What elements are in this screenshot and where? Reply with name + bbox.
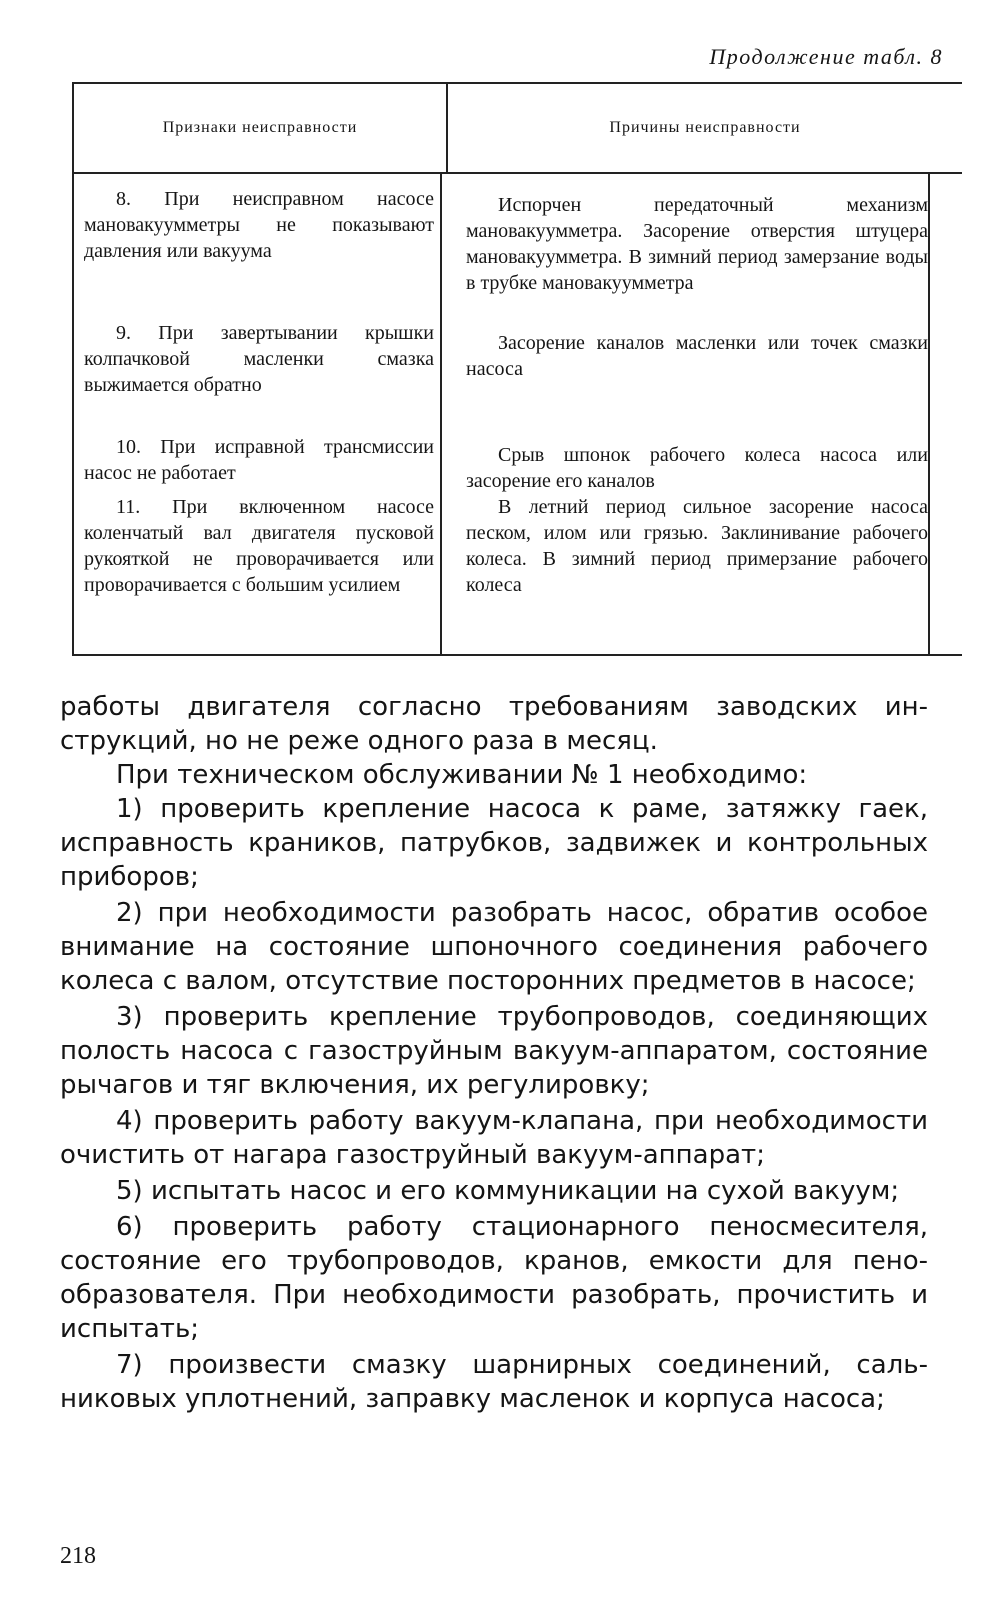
list-item-7: 7) произвести смазку шарнирных соединений, сальниковых уплотнений, заправку масленок и корпуса насоса; — [60, 1350, 928, 1414]
list-item-6: 6) проверить работу стационарного пеносмесителя, состояние его трубопроводов, кранов, емкости для пенообразователя. При необходимости разобрать, прочистить и испытать; — [60, 1212, 928, 1344]
paragraph-intro: При техническом обслуживании № 1 необходимо: — [116, 760, 808, 790]
page-number: 218 — [60, 1543, 96, 1569]
table-cell-sign-10: 10. При исправной трансмиссии насос не работает — [84, 436, 434, 484]
table-body — [74, 174, 962, 654]
table-cell-sign-9: 9. При завертывании крышки колпачковой масленки смазка выжимается обратно — [84, 322, 434, 396]
list-item-2: 2) при необходимости разобрать насос, обратив особое внимание на состояние шпоночного соединения рабочего колеса с валом, отсутствие посторонних предметов в насосе; — [60, 898, 928, 996]
list-item-5: 5) испытать насос и его коммуникации на сухой вакуум; — [116, 1176, 900, 1206]
column-header-causes: Причины неисправности — [609, 119, 801, 136]
table-right-border — [928, 174, 930, 654]
table-continuation-label: Продолжение табл. 8 — [709, 44, 943, 69]
table-header-row — [74, 84, 962, 174]
fault-table — [72, 82, 962, 656]
table-cell-cause-10: Срыв шпонок рабочего колеса насоса или засорение его каналов — [466, 444, 928, 492]
list-item-1: 1) проверить крепление насоса к раме, затяжку гаек, исправность краников, патрубков, задвижек и контрольных приборов; — [60, 794, 928, 892]
maintenance-text — [60, 690, 928, 1416]
column-divider — [440, 174, 442, 654]
list-item-3: 3) проверить крепление трубопроводов, соединяющих полость насоса с газоструйным вакуум-аппаратом, состояние рычагов и тяг включения, их регулировку; — [60, 1002, 928, 1100]
table-cell-sign-8: 8. При неисправном насосе мановакуумметры не показывают давления или вакуума — [84, 188, 434, 262]
table-cell-cause-11: В летний период сильное засорение насоса песком, илом или грязью. Заклинивание рабочего колеса. В зимний период примерзание рабочего колеса — [466, 496, 928, 596]
list-item-4: 4) проверить работу вакуум-клапана, при необходимости очистить от нагара газоструйный вакуум-аппарат; — [60, 1106, 928, 1170]
table-cell-cause-8: Испорчен передаточный механизм мановакуумметра. Засорение отверстия штуцера мановакуумметра. В зимний период замерзание воды в трубке мановакуумметра — [466, 194, 928, 294]
table-cell-sign-11: 11. При включенном насосе коленчатый вал двигателя пусковой рукояткой не проворачивается или проворачивается с большим усилием — [84, 496, 434, 596]
table-cell-cause-9: Засорение каналов масленки или точек смазки насоса — [466, 332, 928, 380]
paragraph-continuation: работы двигателя согласно требованиям заводских инструкций, но не реже одного раза в месяц. — [60, 692, 928, 756]
column-header-signs: Признаки неисправности — [74, 84, 448, 172]
